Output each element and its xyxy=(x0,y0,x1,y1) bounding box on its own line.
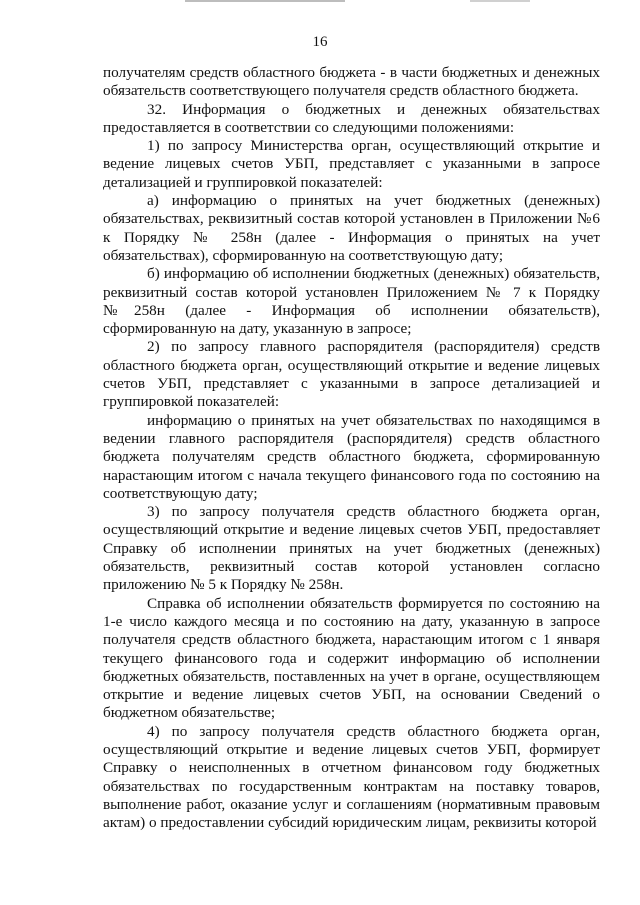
paragraph: 32. Информация о бюджетных и денежных обязательствах предоставляется в соответствии со следующими положениями: xyxy=(103,100,600,136)
scan-edge-mark xyxy=(185,0,345,2)
paragraph: получателям средств областного бюджета - в части бюджетных и денежных обязательств соответствующего получателя средств областного бюджета. xyxy=(103,64,600,100)
paragraph: Справка об исполнении обязательств формируется по состоянию на 1-е число каждого месяца и по состоянию на дату, указанную в запросе получателя средств областного бюджета, нарастающим итогом с 1 января текущего финансового года и содержит информацию об исполнении бюджетных обязательств, поставленных на учет в органе, осуществляющем открытие и ведение лицевых счетов УБП, на основании Сведений о бюджетном обязательстве; xyxy=(103,594,600,722)
paragraph: информацию о принятых на учет обязательствах по находящимся в ведении главного распорядителя (распорядителя) средств областного бюджета получателям средств областного бюджета, сформированную нарастающим итогом с начала текущего финансового года по состоянию на соответствующую дату; xyxy=(103,411,600,502)
page-number: 16 xyxy=(312,34,328,50)
paragraph: 1) по запросу Министерства орган, осуществляющий открытие и ведение лицевых счетов УБП, представляет с указанными в запросе детализацией и группировкой показателей: xyxy=(103,137,600,191)
paragraph: 4) по запросу получателя средств областного бюджета орган, осуществляющий открытие и ведение лицевых счетов УБП, формирует Справку о неисполненных в отчетном финансовом году бюджетных обязательствах по государственным контрактам на поставку товаров, выполнение работ, оказание услуг и соглашениям (нормативным правовым актам) о предоставлении субсидий юридическим лицам, реквизиты которой xyxy=(103,722,600,832)
paragraph: 3) по запросу получателя средств областного бюджета орган, осуществляющий открытие и ведение лицевых счетов УБП, предоставляет Справку об исполнении принятых на учет бюджетных (денежных) обязательств, реквизитный состав которой установлен согласно приложению № 5 к Порядку № 258н. xyxy=(103,503,600,594)
paragraph: б) информацию об исполнении бюджетных (денежных) обязательств, реквизитный состав которой установлен Приложением № 7 к Порядку №258н (далее - Информация об исполнении обязательств), сформированную на дату, указанную в запросе; xyxy=(103,265,600,338)
paragraph: 2) по запросу главного распорядителя (распорядителя) средств областного бюджета орган, осуществляющий открытие и ведение лицевых счетов УБП, представляет с указанными в запросе детализацией и группировкой показателей: xyxy=(103,338,600,411)
paragraph: а) информацию о принятых на учет бюджетных (денежных) обязательствах, реквизитный состав которой установлен в Приложении №6 к Порядку № 258н (далее - Информация о принятых на учет обязательствах), сформированную на соответствующую дату; xyxy=(103,192,600,264)
scan-edge-mark xyxy=(470,0,530,2)
document-body xyxy=(103,64,600,832)
